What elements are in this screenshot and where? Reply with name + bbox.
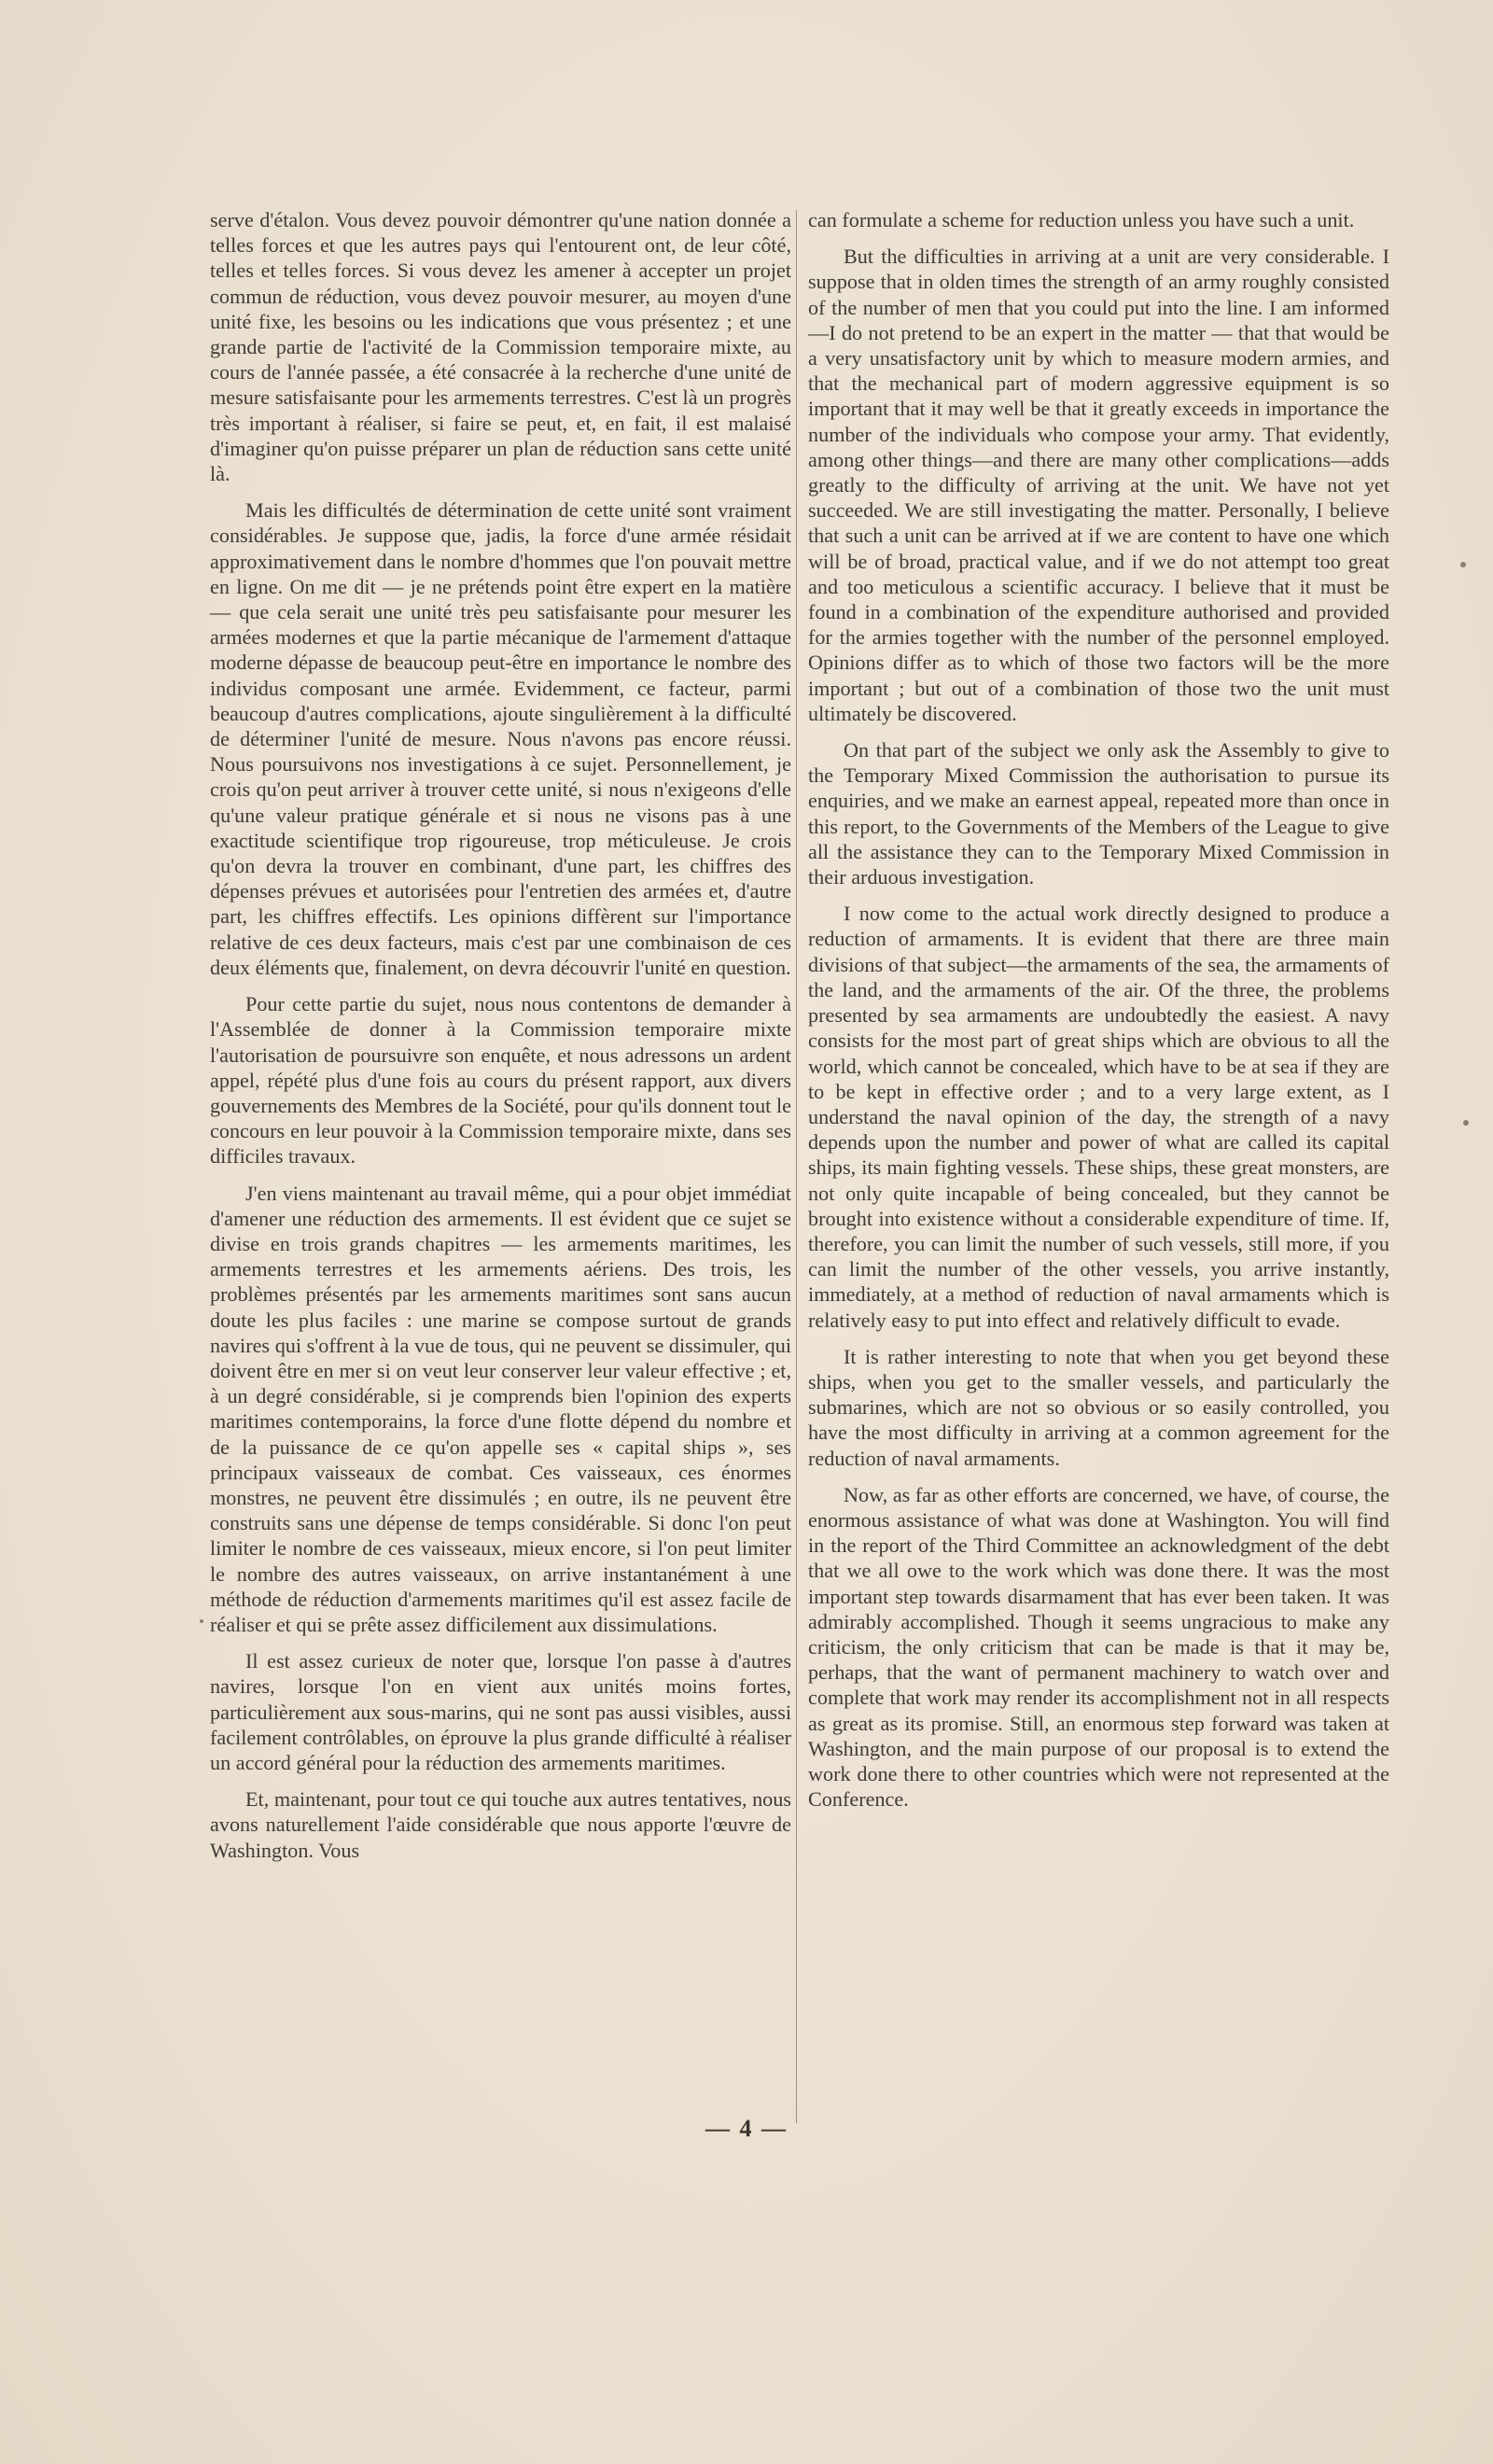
en-paragraph-1: can formulate a scheme for reduction unless you have such a unit. <box>808 208 1355 231</box>
paper-speck <box>1463 1120 1469 1126</box>
fr-paragraph-5: Il est assez curieux de noter que, lorsque l'on passe à d'autres navires, lorsque l'on en vient aux unités moins fortes, particulièrement aux sous-marins, qui ne sont pas aussi visibles, aussi facilement contrôlables, on éprouve la plus grande difficulté à réaliser un accord général pour la réduction des armements maritimes. <box>210 1649 791 1774</box>
page-number: — 4 — <box>705 2115 788 2142</box>
en-paragraph-6: Now, as far as other efforts are concerned, we have, of course, the enormous assistance of what was done at Washington. You will find in the report of the Third Committee an acknowledgment of the debt that we all owe to the work which was done there. It was the most important step towards disarmament that has ever been taken. It was admirably accomplished. Though it seems ungracious to make any criticism, the only criticism that can be made is that it may be, perhaps, that the want of permanent machinery to watch over and complete that work may render its accomplishment not in all respects as great as its promise. Still, an enormous step forward was taken at Washington, and the main purpose of our proposal is to extend the work done there to other countries which were not represented at the Conference. <box>808 1482 1389 1812</box>
en-paragraph-4: I now come to the actual work directly designed to produce a reduction of armaments. It is evident that there are three main divisions of that subject—the armaments of the sea, the armaments of the land, and the armaments of the air. Of the three, the problems presented by sea armaments are undoubtedly the easiest. A navy consists for the most part of great ships which are obvious to all the world, which cannot be concealed, which have to be at sea if they are to be kept in effective order ; and to a very large extent, as I understand the naval opinion of the day, the strength of a navy depends upon the number and power of what are called its capital ships, its main fighting vessels. These ships, these great monsters, are not only quite incapable of being concealed, but they cannot be brought into existence without a considerable expenditure of time. If, therefore, you can limit the number of such vessels, still more, if you can limit the number of the other vessels, you arrive instantly, immediately, at a method of reduction of naval armaments which is relatively easy to put into effect and relatively difficult to evade. <box>808 902 1389 1332</box>
en-paragraph-2: But the difficulties in arriving at a unit are very considerable. I suppose that in olden times the strength of an army roughly consisted of the number of men that you could put into the line. I am informed—I do not pretend to be an expert in the matter — that that would be a very unsatisfactory unit by which to measure modern armies, and that the mechanical part of modern aggressive equipment is so important that it may well be that it greatly exceeds in importance the number of the individuals who compose your army. That evidently, among other things—and there are many other complications—adds greatly to the difficulty of arriving at the unit. We have not yet succeeded. We are still investigating the matter. Personally, I believe that such a unit can be arrived at if we are content to have one which will be of broad, practical value, and if we do not attempt too great and too meticulous a scientific accuracy. I believe that it must be found in a combination of the expenditure authorised and provided for the armies together with the number of the personnel employed. Opinions differ as to which of those two factors will be the more important ; but out of a combination of those two the unit must ultimately be discovered. <box>808 245 1389 725</box>
fr-paragraph-2: Mais les difficultés de détermination de cette unité sont vraiment considérables. Je suppose que, jadis, la force d'une armée résidait approximativement dans le nombre d'hommes que l'on pouvait mettre en ligne. On me dit — je ne prétends point être expert en la matière — que cela serait une unité très peu satisfaisante pour mesurer les armées modernes et que la partie mécanique de l'armement d'attaque moderne dépasse de beaucoup peut-être en importance le nombre des individus composant une armée. Evidemment, ce facteur, parmi beaucoup d'autres complications, ajoute singulièrement à la difficulté de déterminer l'unité de mesure. Nous n'avons pas encore réussi. Nous poursuivons nos investigations à ce sujet. Personnellement, je crois qu'on peut arriver à trouver cette unité, si nous n'exigeons d'elle qu'une valeur pratique générale et si nous ne visons pas à une exactitude scientifique trop rigoureuse, trop méticuleuse. Je crois qu'on devra la trouver en combinant, d'une part, les chiffres des dépenses prévues et autorisées pour l'entretien des armées et, d'autre part, les chiffres effectifs. Les opinions diffèrent sur l'importance relative de ces deux facteurs, mais c'est par une combinaison de ces deux éléments que, finalement, on devra découvrir l'unité en question. <box>210 498 791 979</box>
en-paragraph-5: It is rather interesting to note that when you get beyond these ships, when you get to the smaller vessels, and particularly the submarines, which are not so obvious or so easily controlled, you have the most difficulty in arriving at a common agreement for the reduction of naval armaments. <box>808 1344 1389 1470</box>
paper-speck <box>200 1619 203 1623</box>
fr-paragraph-1: serve d'étalon. Vous devez pouvoir démontrer qu'une nation donnée a telles forces et que les autres pays qui l'entourent ont, de leur côté, telles et telles forces. Si vous devez les amener à accepter un projet commun de réduction, vous devez pouvoir mesurer, au moyen d'une unité fixe, les besoins ou les indications que vous présentez ; et une grande partie de l'activité de la Commission temporaire mixte, au cours de l'année passée, a été consacrée à la recherche d'une unité de mesure satisfaisante pour les armements terrestres. C'est là un progrès très important à réaliser, si faire se peut, et, en fait, il est malaisé d'imaginer qu'on puisse préparer un plan de réduction sans cette unité là. <box>210 208 791 486</box>
fr-paragraph-3: Pour cette partie du sujet, nous nous contentons de demander à l'Assemblée de donner à la Commission temporaire mixte l'autorisation de poursuivre son enquête, et nous adressons un ardent appel, répété plus d'une fois au cours du présent rapport, aux divers gouvernements des Membres de la Société, pour qu'ils donnent tout le concours en leur pouvoir à la Commission temporaire mixte, dans ses difficiles travaux. <box>210 992 791 1169</box>
french-text-column <box>210 207 791 1874</box>
paper-speck <box>1460 562 1466 567</box>
english-text-column <box>808 207 1389 1823</box>
fr-paragraph-4: J'en viens maintenant au travail même, qui a pour objet immédiat d'amener une réduction des armements. Il est évident que ce sujet se divise en trois grands chapitres — les armements maritimes, les armements terrestres et les armements aériens. Des trois, les problèmes présentés par les armements maritimes sont sans aucun doute les plus faciles : une marine se compose surtout de grands navires qui s'offrent à la vue de tous, qui ne peuvent se dissimuler, qui doivent être en mer si on veut leur conserver leur valeur effective ; et, à un degré considérable, si je comprends bien l'opinion des experts maritimes contemporains, la force d'une flotte dépend du nombre et de la puissance de ce qu'on appelle ses « capital ships », ses principaux vaisseaux de combat. Ces vaisseaux, ces énormes monstres, ne peuvent être dissimulés ; en outre, ils ne peuvent être construits sans une dépense de temps considérable. Si donc l'on peut limiter le nombre de ces vaisseaux, mieux encore, si l'on peut limiter le nombre des autres vaisseaux, on arrive instantanément à une méthode de réduction d'armements maritimes qu'il est assez facile de réaliser et qui se prête assez difficilement aux dissimulations. <box>210 1181 791 1636</box>
fr-paragraph-6: Et, maintenant, pour tout ce qui touche aux autres tentatives, nous avons naturellement l'aide considérable que nous apporte l'œuvre de Washington. Vous <box>210 1787 791 1862</box>
column-divider <box>796 210 797 2123</box>
en-paragraph-3: On that part of the subject we only ask the Assembly to give to the Temporary Mixed Commission the authorisation to pursue its enquiries, and we make an earnest appeal, repeated more than once in this report, to the Governments of the Members of the League to give all the assistance they can to the Temporary Mixed Commission in their arduous investigation. <box>808 738 1389 889</box>
